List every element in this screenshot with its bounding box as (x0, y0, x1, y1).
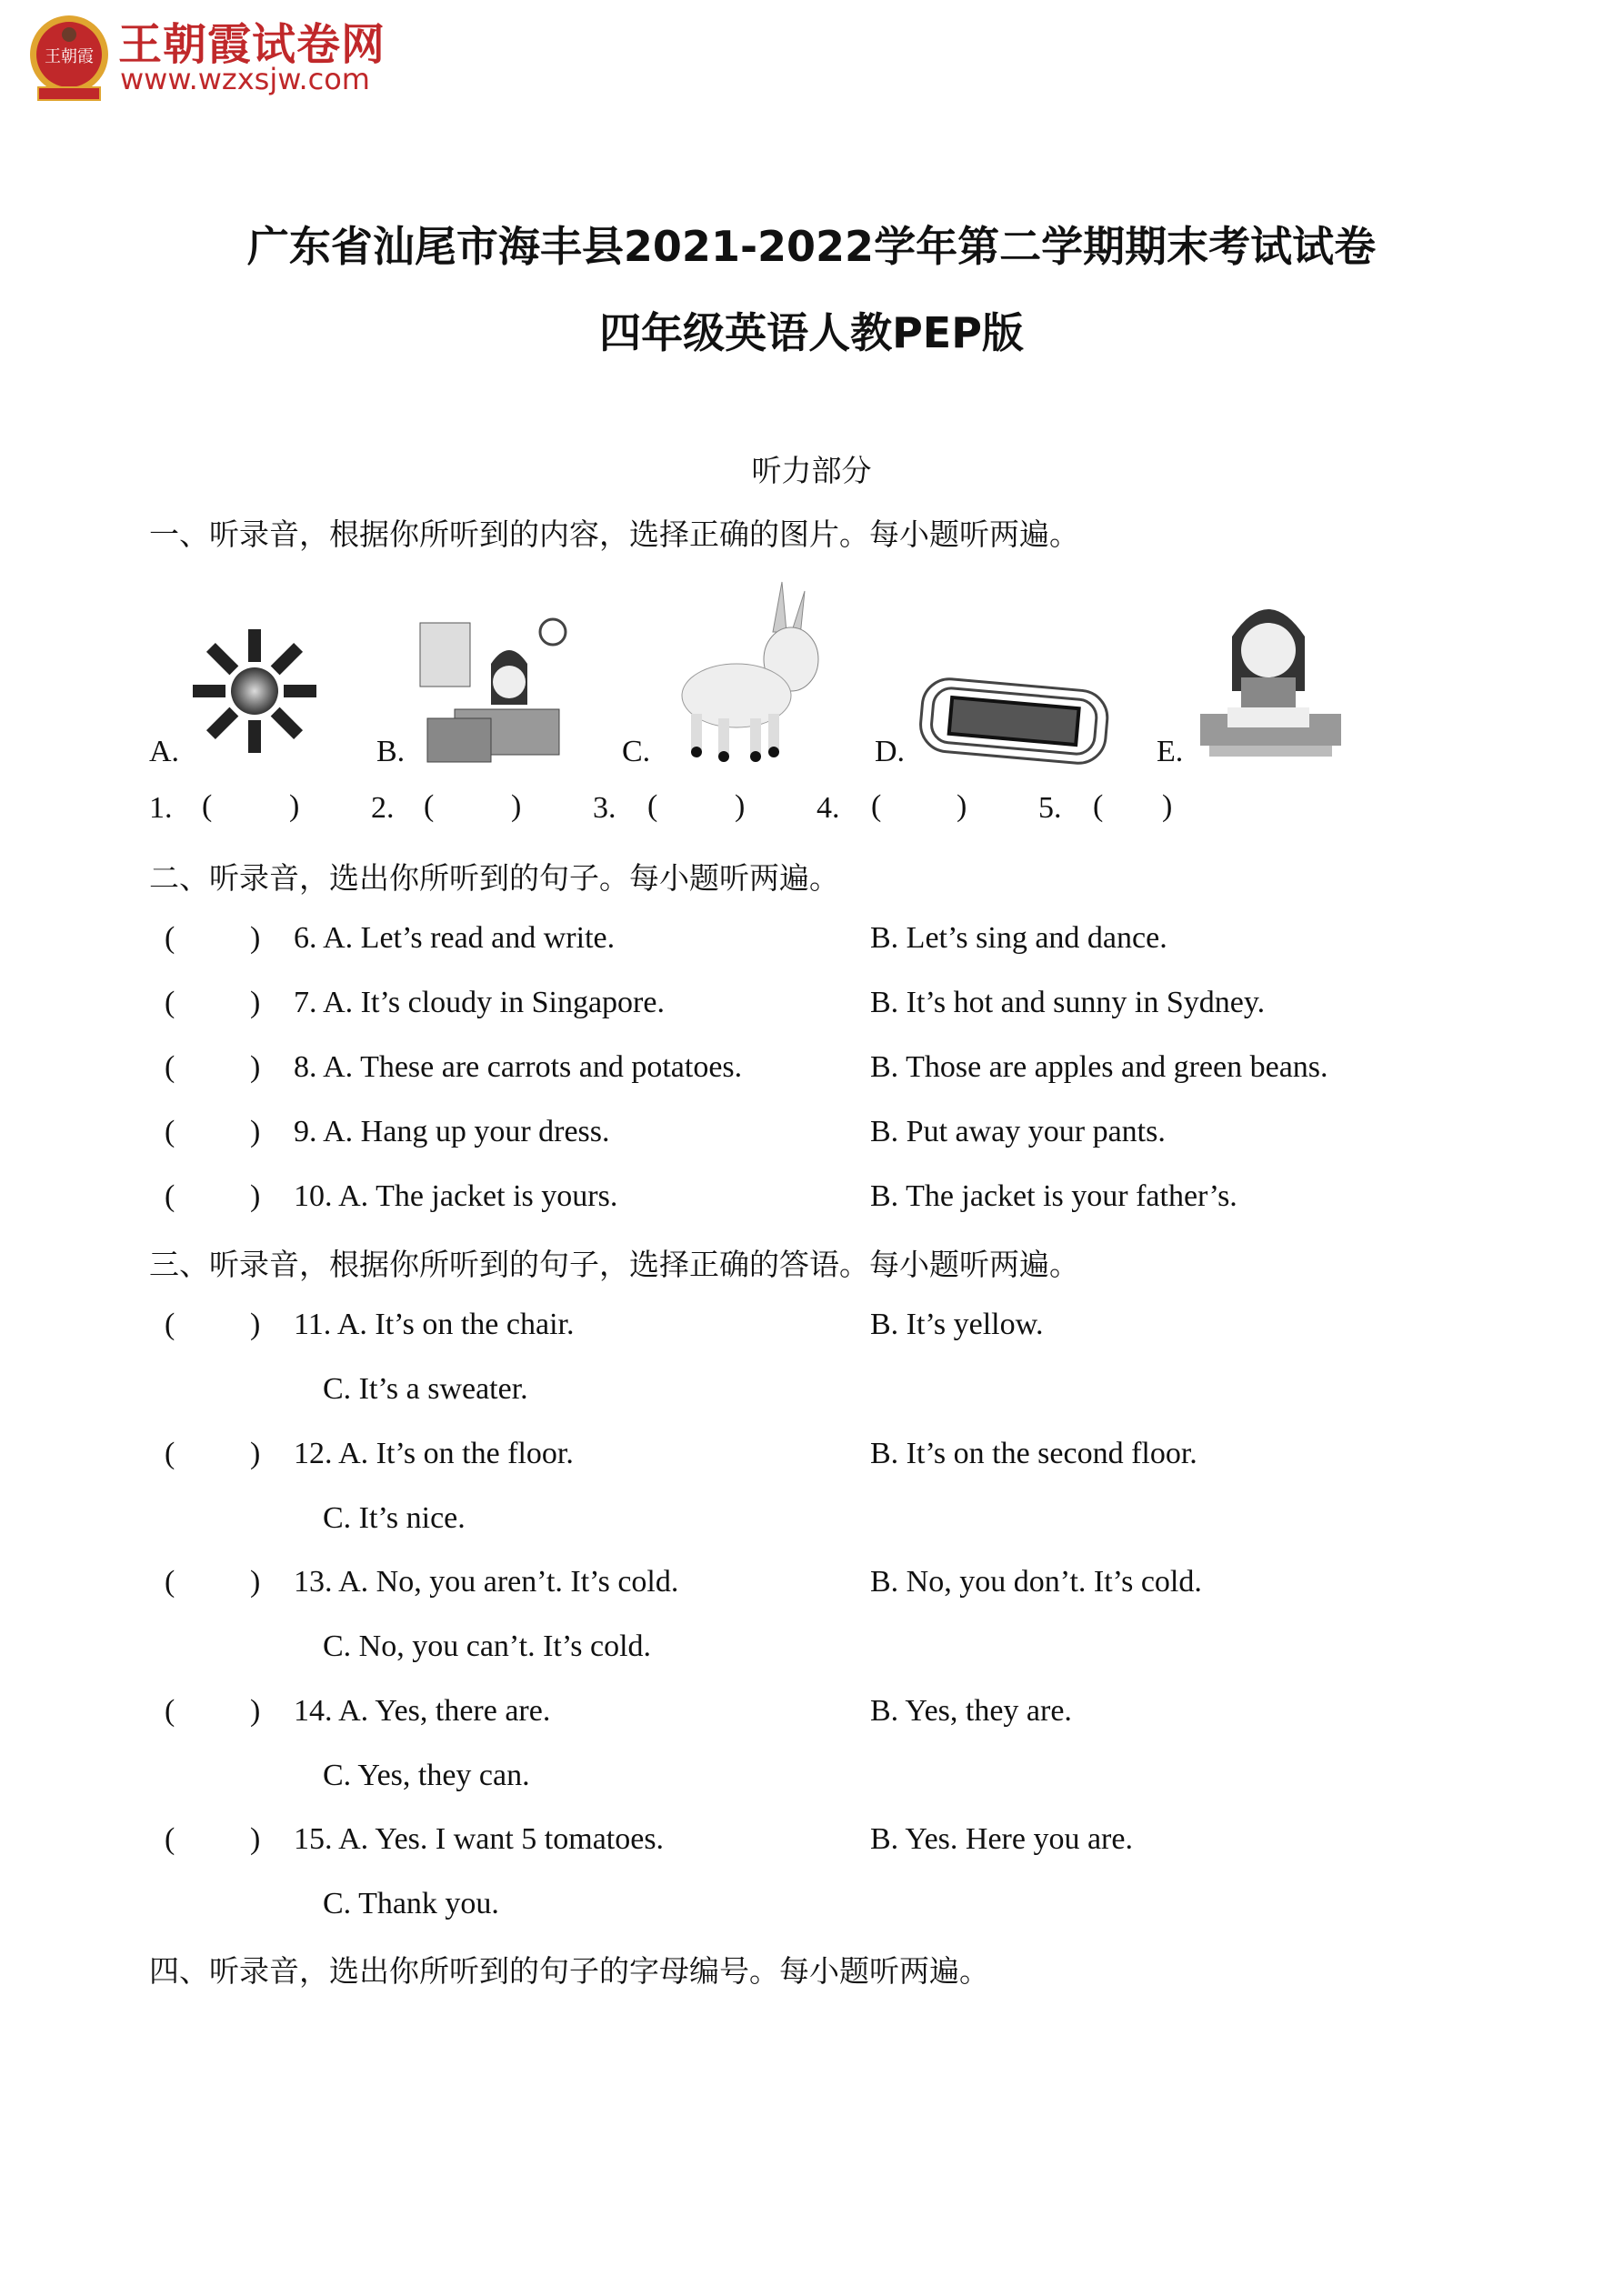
answer-paren-close: ) (289, 789, 300, 823)
exam-title: 广东省汕尾市海丰县2021-2022学年第二学期期末考试试卷 (246, 222, 1377, 271)
girl-waking-up-icon (418, 609, 573, 764)
site-logo (25, 7, 116, 103)
running-track-icon (914, 677, 1114, 768)
picture-label-c: C. (622, 735, 651, 768)
option-b: B. Those are apples and green beans. (870, 1050, 1328, 1084)
option-a: 13. A. No, you aren’t. It’s cold. (294, 1565, 679, 1599)
answer-paren-open: ( (647, 789, 658, 823)
section2-heading: 二、听录音，选出你所听到的句子。每小题听两遍。 (149, 863, 839, 896)
section3-heading: 三、听录音，根据你所听到的句子，选择正确的答语。每小题听两遍。 (149, 1249, 1079, 1282)
option-b: B. Let’s sing and dance. (870, 921, 1167, 955)
option-a: 7. A. It’s cloudy in Singapore. (294, 986, 665, 1019)
answer-paren-open: ( (202, 789, 213, 823)
answer-paren-open: ( (165, 1565, 175, 1599)
answer-number: 2. (371, 791, 395, 825)
answer-paren-close: ) (250, 1050, 261, 1084)
answer-paren-close: ) (511, 789, 522, 823)
logo-url[interactable]: www.wzxsjw.com (120, 62, 370, 96)
picture-label-a: A. (149, 735, 180, 768)
option-c: C. Thank you. (323, 1887, 499, 1920)
answer-paren-close: ) (250, 1565, 261, 1599)
option-a: 15. A. Yes. I want 5 tomatoes. (294, 1822, 665, 1856)
answer-paren-close: ) (250, 1822, 261, 1856)
girl-eating-icon (1191, 591, 1350, 759)
option-a: 14. A. Yes, there are. (294, 1693, 551, 1728)
answer-paren-close: ) (250, 1179, 261, 1213)
svg-text:王朝霞: 王朝霞 (45, 47, 94, 66)
option-a: 8. A. These are carrots and potatoes. (294, 1050, 743, 1084)
option-b: B. It’s hot and sunny in Sydney. (870, 986, 1266, 1019)
logo-name: 王朝霞试卷网 (118, 19, 386, 70)
answer-paren-open: ( (165, 1050, 175, 1084)
answer-paren-open: ( (424, 789, 435, 823)
option-a: 11. A. It’s on the chair. (294, 1308, 575, 1341)
option-b: B. No, you don’t. It’s cold. (870, 1565, 1202, 1599)
answer-paren-open: ( (165, 1822, 175, 1856)
answer-paren-close: ) (957, 789, 967, 823)
answer-paren-open: ( (165, 1179, 175, 1213)
answer-paren-open: ( (165, 921, 175, 955)
answer-paren-close: ) (1162, 789, 1173, 823)
answer-paren-open: ( (871, 789, 882, 823)
answer-paren-close: ) (250, 986, 261, 1019)
answer-paren-close: ) (250, 1693, 261, 1728)
answer-paren-open: ( (165, 1436, 175, 1470)
option-b: B. Yes. Here you are. (870, 1822, 1133, 1856)
option-c: C. It’s a sweater. (323, 1372, 528, 1406)
section1-heading: 一、听录音，根据你所听到的内容，选择正确的图片。每小题听两遍。 (149, 519, 1079, 552)
option-b: B. The jacket is your father’s. (870, 1179, 1237, 1213)
answer-paren-open: ( (1093, 789, 1104, 823)
section4-heading: 四、听录音，选出你所听到的句子的字母编号。每小题听两遍。 (149, 1956, 989, 1989)
option-c: C. Yes, they can. (323, 1758, 530, 1792)
answer-number: 3. (593, 791, 616, 825)
answer-number: 1. (149, 791, 173, 825)
option-a: 12. A. It’s on the floor. (294, 1436, 574, 1470)
answer-paren-close: ) (735, 789, 746, 823)
option-a: 6. A. Let’s read and write. (294, 921, 616, 955)
option-b: B. Yes, they are. (870, 1693, 1072, 1728)
option-c: C. It’s nice. (323, 1500, 466, 1535)
answer-paren-close: ) (250, 1436, 261, 1470)
exam-subtitle: 四年级英语人教PEP版 (599, 308, 1024, 357)
sun-icon (191, 627, 318, 755)
answer-paren-close: ) (250, 1115, 261, 1148)
part-heading: 听力部分 (751, 456, 872, 488)
option-a: 9. A. Hang up your dress. (294, 1115, 610, 1148)
answer-paren-open: ( (165, 1308, 175, 1341)
picture-label-b: B. (376, 735, 406, 768)
answer-paren-open: ( (165, 986, 175, 1019)
option-b: B. It’s yellow. (870, 1308, 1044, 1341)
answer-paren-open: ( (165, 1115, 175, 1148)
answer-number: 5. (1038, 791, 1062, 825)
answer-number: 4. (817, 791, 840, 825)
picture-label-d: D. (875, 735, 906, 768)
picture-label-e: E. (1157, 735, 1184, 768)
seal-icon (25, 7, 116, 103)
option-a: 10. A. The jacket is yours. (294, 1179, 618, 1213)
option-b: B. It’s on the second floor. (870, 1436, 1197, 1470)
option-c: C. No, you can’t. It’s cold. (323, 1629, 652, 1663)
option-b: B. Put away your pants. (870, 1115, 1166, 1148)
answer-paren-open: ( (165, 1693, 175, 1728)
answer-paren-close: ) (250, 921, 261, 955)
answer-paren-close: ) (250, 1308, 261, 1341)
goat-icon (655, 577, 827, 764)
